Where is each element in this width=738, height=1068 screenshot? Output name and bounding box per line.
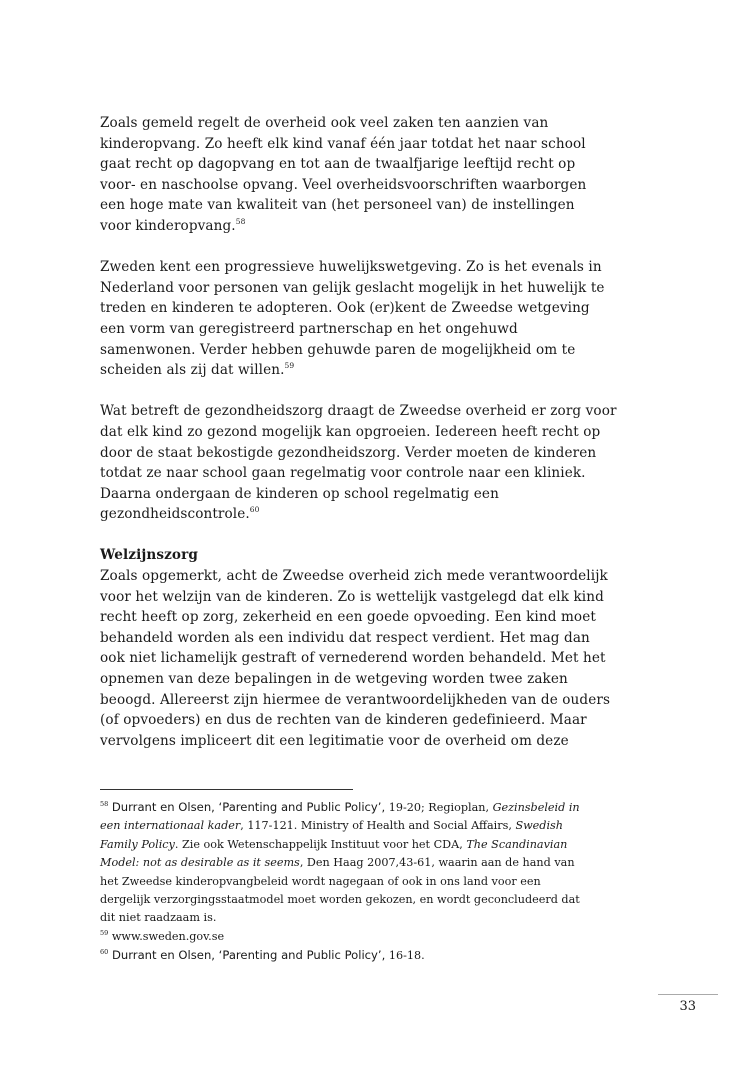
text-line: vervolgens impliceert dit een legitimatie voor de overheid om deze (100, 732, 569, 749)
footnote-ref-59[interactable]: 59 (284, 361, 295, 371)
text-line (100, 360, 645, 381)
footnotes (100, 798, 660, 966)
text-line: Wat betreft de gezondheidszorg draagt de Zweedse overheid er zorg voor (100, 403, 617, 420)
footnote-fragment: The Scandinavian (466, 837, 568, 851)
text-line: kinderopvang. Zo heeft elk kind vanaf één jaar totdat het naar school (100, 135, 586, 152)
text-line: samenwonen. Verder hebben gehuwde paren de mogelijkheid om te (100, 341, 576, 358)
section-welfare (100, 545, 645, 751)
footnote-fragment: , Den Haag 2007,43-61, waarin aan de hand van (299, 856, 575, 870)
footnote-line: het Zweedse kinderopvangbeleid wordt nagegaan of ook in ons land voor een (100, 874, 541, 888)
text-line: gaat recht op dagopvang en tot aan de twaalfjarige leeftijd recht op (100, 156, 576, 173)
footnote-line (100, 817, 660, 835)
text-line: totdat ze naar school gaan regelmatig voor controle naar een kliniek. (100, 465, 586, 482)
footnote-fragment: Gezinsbeleid in (492, 801, 580, 814)
text-line: een vorm van geregistreerd partnerschap en het ongehuwd (100, 320, 518, 337)
footnote-fragment: Durrant en Olsen, ‘Parenting and Public Policy’, (111, 800, 386, 814)
text-line: ook niet lichamelijk gestraft of vernederend worden behandeld. Met het (100, 650, 606, 667)
text-line: opnemen van deze bepalingen in de wetgeving worden twee zaken (100, 671, 568, 688)
text-line: Zoals opgemerkt, acht de Zweedse overheid zich mede verantwoordelijk (100, 568, 608, 585)
footnote-number: 60 (100, 948, 109, 957)
footnote-fragment: Model: not as desirable as it seems (100, 856, 300, 870)
footnote-line: dit niet raadzaam is. (100, 911, 217, 925)
text-line: Daarna ondergaan de kinderen op school regelmatig een (100, 485, 499, 502)
footnote-number: 59 (100, 928, 109, 937)
text-line: (of opvoeders) en dus de rechten van de kinderen gedefinieerd. Maar (100, 712, 587, 729)
footnote-58 (100, 798, 660, 817)
footnote-divider (100, 789, 353, 790)
paragraph-healthcare (100, 401, 645, 525)
body-text (100, 113, 645, 772)
text-fragment: gezondheidscontrole. (100, 506, 250, 523)
footnote-line (100, 854, 660, 872)
text-line: Zoals gemeld regelt de overheid ook veel zaken ten aanzien van (100, 115, 549, 131)
footnote-fragment: , 117-121. Ministry of Health and Social Affairs, (240, 819, 516, 833)
text-line (100, 216, 645, 237)
footnote-fragment: 16-18. (385, 949, 425, 963)
text-line: voor- en naschoolse opvang. Veel overheidsvoorschriften waarborgen (100, 176, 587, 193)
page-number: 33 (679, 999, 696, 1014)
footnote-link[interactable]: www.sweden.gov.se (108, 929, 225, 943)
footnote-fragment: 19-20; Regioplan, (385, 801, 493, 814)
text-line: dat elk kind zo gezond mogelijk kan opgroeien. Iedereen heeft recht op (100, 423, 601, 440)
footnote-number: 58 (100, 800, 109, 808)
footnote-fragment: . Zie ook Wetenschappelijk Instituut voor het CDA, (174, 837, 467, 851)
footnote-line (100, 836, 660, 854)
text-line: door de staat bekostigde gezondheidszorg. Verder moeten de kinderen (100, 444, 597, 461)
text-line: Nederland voor personen van gelijk geslacht mogelijk in het huwelijk te (100, 279, 605, 296)
section-heading: Welzijnszorg (100, 547, 198, 564)
text-fragment: voor kinderopvang. (100, 217, 236, 234)
footnote-fragment: Durrant en Olsen, ‘Parenting and Public Policy’, (108, 948, 386, 963)
footnote-fragment: een internationaal kader (100, 819, 241, 833)
page-number-divider (658, 994, 718, 995)
footnote-60 (100, 946, 660, 965)
footnote-59 (100, 928, 660, 946)
text-line (100, 504, 645, 525)
text-line: recht heeft op zorg, zekerheid en een goede opvoeding. Een kind moet (100, 609, 596, 626)
text-line: een hoge mate van kwaliteit van (het personeel van) de instellingen (100, 197, 575, 214)
footnote-fragment: Swedish (515, 819, 563, 833)
text-fragment: scheiden als zij dat willen. (100, 362, 285, 379)
footnote-ref-60[interactable]: 60 (249, 505, 260, 515)
paragraph-childcare (100, 113, 645, 237)
text-line: Zweden kent een progressieve huwelijkswetgeving. Zo is het evenals in (100, 259, 602, 276)
footnote-ref-58[interactable]: 58 (235, 216, 246, 226)
text-line: behandeld worden als een individu dat respect verdient. Het mag dan (100, 629, 590, 646)
footnote-fragment: Family Policy (100, 837, 175, 851)
paragraph-marriage (100, 257, 645, 381)
text-line: voor het welzijn van de kinderen. Zo is wettelijk vastgelegd dat elk kind (100, 588, 604, 605)
footnote-line: dergelijk verzorgingsstaatmodel moet worden gekozen, en wordt geconcludeerd dat (100, 893, 580, 907)
text-line: beoogd. Allereerst zijn hiermee de verantwoordelijkheden van de ouders (100, 691, 611, 708)
text-line: treden en kinderen te adopteren. Ook (er)kent de Zweedse wetgeving (100, 300, 590, 317)
